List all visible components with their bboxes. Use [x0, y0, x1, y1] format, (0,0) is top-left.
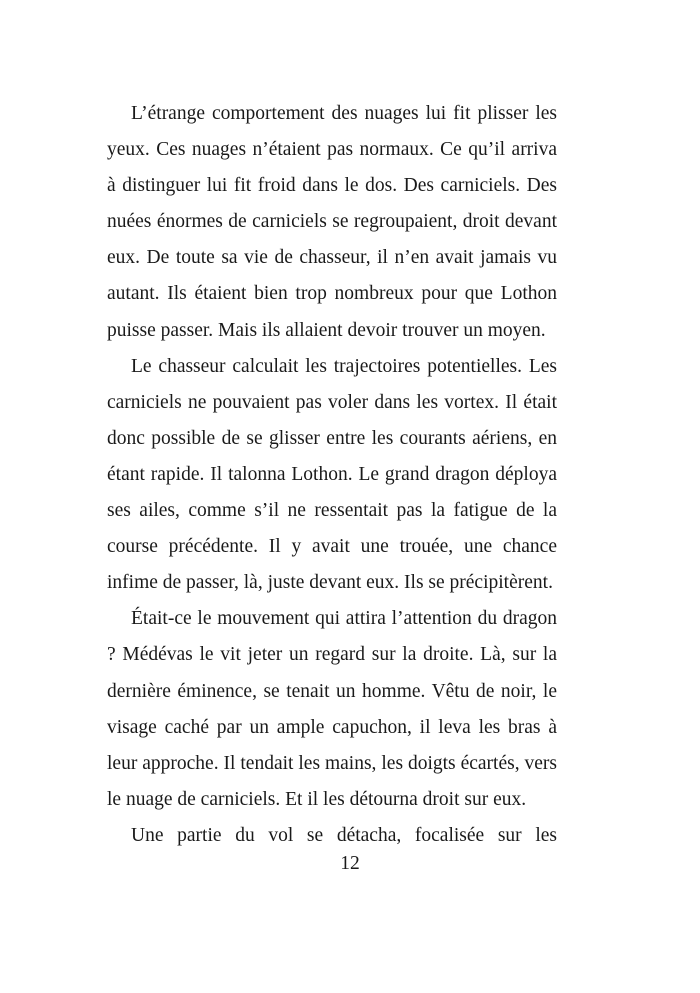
paragraph-1: L’étrange comportement des nuages lui fit plisser les yeux. Ces nuages n’étaient pas normaux. Ce qu’il arriva à distinguer lui fit froid dans le dos. Des carniciels. Des nuées énormes de carniciels se regroupaient, droit devant eux. De toute sa vie de chasseur, il n’en avait jamais vu autant. Ils étaient bien trop nombreux pour que Lothon puisse passer. Mais ils allaient devoir trouver un moyen.: [107, 103, 557, 341]
paragraph-2: Le chasseur calculait les trajectoires potentielles. Les carniciels ne pouvaient pas voler dans les vortex. Il était donc possible de se glisser entre les courants aériens, en étant rapide. Il talonna Lothon. Le grand dragon déploya ses ailes, comme s’il ne ressentait pas la fatigue de la course précédente. Il y avait une trouée, une chance infime de passer, là, juste devant eux. Ils se précipitèrent.: [107, 355, 557, 594]
page-body: [107, 96, 557, 854]
page-number: 12: [340, 853, 360, 874]
paragraph-3: Était-ce le mouvement qui attira l’attention du dragon ? Médévas le vit jeter un regard sur la droite. Là, sur la dernière éminence, se tenait un homme. Vêtu de noir, le visage caché par un ample capuchon, il leva les bras à leur approche. Il tendait les mains, les doigts écartés, vers le nuage de carniciels. Et il les détourna droit sur eux.: [107, 608, 557, 810]
paragraph-4: Une partie du vol se détacha, focalisée sur les: [131, 824, 557, 846]
